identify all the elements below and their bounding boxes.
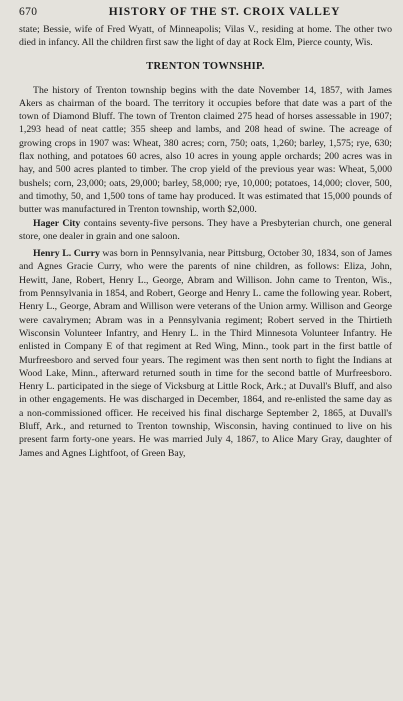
page-number: 670 — [19, 6, 38, 18]
page-body — [19, 23, 392, 460]
curry-lead: Henry L. Curry — [33, 248, 100, 260]
curry-biography-paragraph — [19, 247, 392, 460]
page-header — [19, 6, 392, 23]
section-heading: TRENTON TOWNSHIP. — [146, 60, 265, 72]
hager-city-text: contains seventy-five persons. They have a Presbyterian church, one general store, one dealer in grain and one saloon. — [19, 217, 392, 242]
running-title: HISTORY OF THE ST. CROIX VALLEY — [108, 6, 341, 18]
hager-city-lead: Hager City — [33, 217, 81, 229]
curry-text: was born in Pennsylvania, near Pittsburg, October 30, 1834, son of James and Agnes Gracie Curry, who were the parents of nine children, as follows: Eliza, John, Hewitt, Jane, Robert, Henry L., George, Abram and Willison. John came to Trenton, Wis., from Pennsylvania in 1854, and Robert, George and Henry L. came the following year. Robert, Henry L., George, Abram and Willison were veterans of the Union army. Willison and George were cavalrymen; Abram was in a Pennsylvania regiment; Robert served in the Thirtieth Wisconsin Volunteer Infantry, and Henry L. in the Third Minnesota Volunteer Infantry. He enlisted in Company E of that regiment at Red Wing, Minn., took part in the first battle of Murfreesboro and served four years. The regiment was then sent north to fight the Indians at Wood Lake, Minn., afterward returned south in time for the second battle of Murfreesboro. Henry L. participated in the siege of Vicksburg at Little Rock, Ark.; at Duvall's Bluff, and also in other engagements. He was discharged in December, 1864, and re-enlisted the same day as a non-commissioned officer. He received his final discharge September 2, 1865, at Duvall's Bluff, Ark., and returned to Trenton township, Wisconsin, having continued to live on his present farm forty-one years. He was married July 4, 1867, to Alice Mary Gray, daughter of James and Agnes Lightfoot, of Green Bay, — [19, 248, 392, 459]
continued-paragraph: state; Bessie, wife of Fred Wyatt, of Minneapolis; Vilas V., residing at home. The other two died in infancy. All the children first saw the light of day at Rock Elm, Pierce county, Wis. — [19, 24, 392, 49]
township-history-paragraph: The history of Trenton township begins with the date November 14, 1857, with James Akers as chairman of the board. The territory it occupies before that date was a part of the town of Diamond Bluff. The town of Trenton claimed 275 head of horses assessable in 1907; 1,293 head of neat cattle; 355 sheep and lambs, and 208 head of swine. The acreage of growing crops in 1907 was: Wheat, 380 acres; corn, 750; oats, 1,260; barley, 1,575; rye, 630; flax nothing, and potatoes 60 acres, also 10 acres in young apple orchards; 200 acres was in hay, and 500 acres planted to timber. The crop yield of the previous year was: Wheat, 5,000 bushels; corn, 23,000; oats, 29,000; barley, 58,000; rye, 10,000; potatoes, 14,000; clover, 500, and timothy, 50, and 1,500 tons of tame hay produced. It was estimated that 15,000 pounds of butter was manufactured in Trenton township, worth $2,000. — [19, 84, 392, 216]
hager-city-paragraph — [19, 217, 392, 244]
